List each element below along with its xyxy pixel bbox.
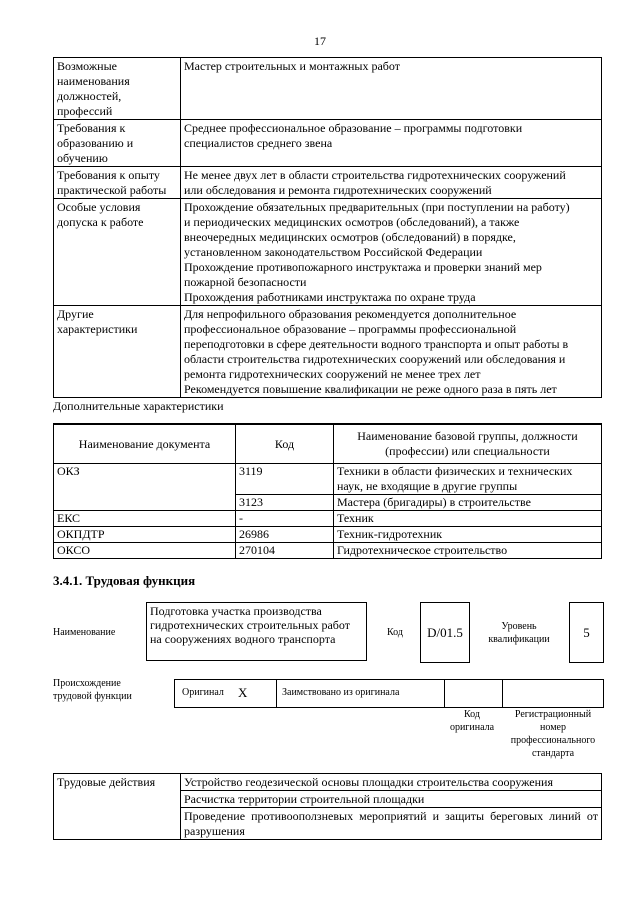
value-line: Прохождения работниками инструктажа по охране труда xyxy=(184,290,476,304)
main-requirements-table xyxy=(53,57,602,398)
column-header: Код xyxy=(236,424,334,464)
label-line: допуска к работе xyxy=(57,215,144,229)
table-row xyxy=(54,199,602,306)
row-label xyxy=(54,199,181,306)
code-label: Код xyxy=(387,627,403,638)
column-header: Наименование базовой группы, должности (профессии) или специальности xyxy=(334,424,602,464)
row-label xyxy=(54,167,181,199)
row-label xyxy=(54,306,181,398)
label-line: характеристики xyxy=(57,322,138,336)
value-line: профессиональное образование – программы профессиональной xyxy=(184,322,517,336)
actions-label: Трудовые действия xyxy=(54,774,181,840)
row-value xyxy=(181,120,602,167)
table-row xyxy=(54,543,602,559)
label-line: Особые условия xyxy=(57,200,141,214)
value-line: переподготовки в сфере деятельности водного транспорта и опыт работы в xyxy=(184,337,569,351)
value-line: и периодических медицинских осмотров (обследований), а также xyxy=(184,215,520,229)
code-cell: 26986 xyxy=(236,527,334,543)
row-value xyxy=(181,199,602,306)
table-header-row xyxy=(54,424,602,464)
name-cell: Техник xyxy=(334,511,602,527)
row-label xyxy=(54,120,181,167)
value-line: Мастер строительных и монтажных работ xyxy=(184,59,400,73)
value-line: специалистов среднего звена xyxy=(184,136,333,150)
value-line: Среднее профессиональное образование – программы подготовки xyxy=(184,121,523,135)
name-cell: Техники в области физических и технических наук, не входящие в другие группы xyxy=(334,464,602,495)
level-box: 5 xyxy=(569,602,604,663)
origin-label: Происхождение трудовой функции xyxy=(53,678,132,702)
label-line: Возможные xyxy=(57,59,117,73)
doc-cell: ОКЗ xyxy=(54,464,236,511)
page-number: 17 xyxy=(314,34,326,48)
section-heading: 3.4.1. Трудовая функция xyxy=(53,573,196,588)
table-row xyxy=(54,120,602,167)
doc-cell: ОКПДТР xyxy=(54,527,236,543)
label-line: Требования к опыту xyxy=(57,168,160,182)
original-label: Оригинал xyxy=(182,687,224,698)
value-line: пожарной безопасности xyxy=(184,275,307,289)
action-item: Устройство геодезической основы площадки строительства сооружения xyxy=(181,774,602,791)
borrowed-label: Заимствовано из оригинала xyxy=(282,687,400,698)
function-code-box: D/01.5 xyxy=(420,602,470,663)
name-cell: Мастера (бригадиры) в строительстве xyxy=(334,495,602,511)
characteristics-table xyxy=(53,423,602,559)
table-row xyxy=(54,464,602,495)
value-line: ремонта гидротехнических сооружений не менее трех лет xyxy=(184,367,481,381)
original-mark: X xyxy=(238,685,248,700)
value-line: области строительства гидротехнических сооружений или обследования и xyxy=(184,352,566,366)
table-row xyxy=(54,774,602,791)
function-name-box: Подготовка участка производства гидротехнических строительных работ на сооружениях водного транспорта xyxy=(146,602,367,661)
table-row xyxy=(54,167,602,199)
label-line: образованию и xyxy=(57,136,134,150)
label-line: профессий xyxy=(57,104,113,118)
code-original-label: Код оригинала xyxy=(449,709,495,733)
additional-characteristics-title: Дополнительные характеристики xyxy=(53,399,224,413)
value-line: установленном законодательством Российской Федерации xyxy=(184,245,483,259)
doc-cell: ЕКС xyxy=(54,511,236,527)
divider xyxy=(444,680,445,707)
code-cell: - xyxy=(236,511,334,527)
divider xyxy=(276,680,277,707)
label-line: Другие xyxy=(57,307,94,321)
label-line: наименования xyxy=(57,74,130,88)
value-line: Для непрофильного образования рекомендуется дополнительное xyxy=(184,307,517,321)
column-header: Наименование документа xyxy=(54,424,236,464)
name-cell: Техник-гидротехник xyxy=(334,527,602,543)
label-line: Требования к xyxy=(57,121,126,135)
labor-actions-table xyxy=(53,773,602,840)
value-line: Не менее двух лет в области строительства гидротехнических сооружений xyxy=(184,168,566,182)
action-item: Проведение противооползневых мероприятий и защиты береговых линий от разрушения xyxy=(181,808,602,840)
value-line: или обследования и ремонта гидротехнических сооружений xyxy=(184,183,492,197)
value-line: Прохождение противопожарного инструктажа и проверки знаний мер xyxy=(184,260,542,274)
code-cell: 270104 xyxy=(236,543,334,559)
reg-number-label: Регистрационный номер профессионального стандарта xyxy=(510,709,596,759)
value-line: Прохождение обязательных предварительных (при поступлении на работу) xyxy=(184,200,570,214)
label-line: обучению xyxy=(57,151,108,165)
label-line: должностей, xyxy=(57,89,122,103)
divider xyxy=(502,680,503,707)
level-label: Уровень квалификации xyxy=(488,621,550,645)
code-cell: 3119 xyxy=(236,464,334,495)
value-line: Рекомендуется повышение квалификации не реже одного раза в пять лет xyxy=(184,382,557,396)
table-row xyxy=(54,306,602,398)
row-label xyxy=(54,58,181,120)
table-row xyxy=(54,527,602,543)
row-value xyxy=(181,58,602,120)
name-cell: Гидротехническое строительство xyxy=(334,543,602,559)
name-label: Наименование xyxy=(53,627,116,638)
label-line: практической работы xyxy=(57,183,167,197)
table-row xyxy=(54,511,602,527)
doc-cell: ОКСО xyxy=(54,543,236,559)
row-value xyxy=(181,306,602,398)
table-row xyxy=(54,58,602,120)
origin-box xyxy=(174,679,604,708)
row-value xyxy=(181,167,602,199)
code-cell: 3123 xyxy=(236,495,334,511)
value-line: внеочередных медицинских осмотров (обследований) в порядке, xyxy=(184,230,516,244)
action-item: Расчистка территории строительной площадки xyxy=(181,791,602,808)
